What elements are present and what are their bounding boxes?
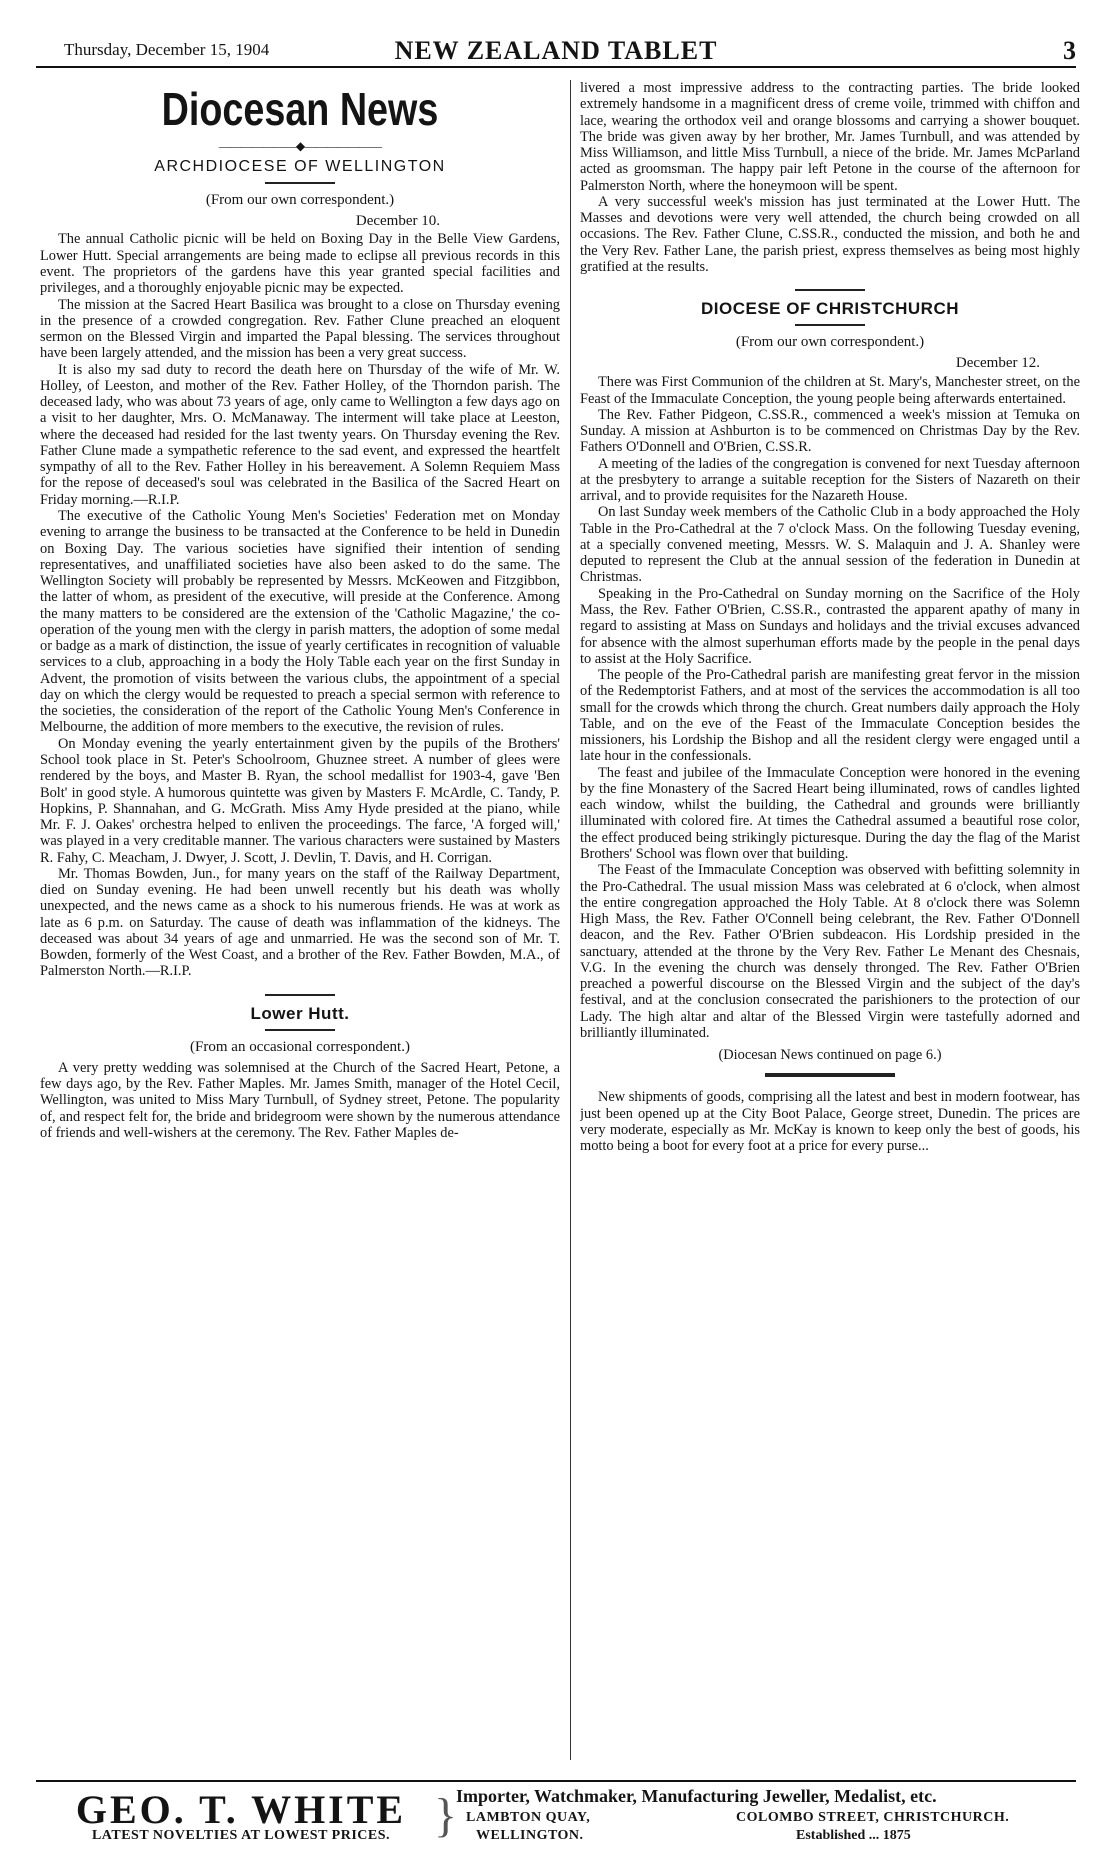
- column-divider: [570, 80, 571, 1760]
- article-paragraph: A meeting of the ladies of the congregation is convened for next Tuesday afternoon at the presbytery to arrange a suitable reception for the Sisters of Nazareth on their arrival, and to provide requisites for the Nazareth House.: [580, 455, 1080, 505]
- short-rule: [265, 1029, 335, 1031]
- section-title: Diocesan News: [161, 83, 439, 135]
- lower-hutt-heading: Lower Hutt.: [250, 1003, 350, 1023]
- article-paragraph: The Rev. Father Pidgeon, C.SS.R., commenced a week's mission at Temuka on Sunday. A mission at Ashburton is to be commenced on Christmas Day by the Rev. Fathers O'Donnell and O'Brien, C.SS.R.: [580, 406, 1080, 456]
- short-rule: [265, 994, 335, 996]
- footer-advertisement: [36, 1780, 1076, 1852]
- article-paragraph: The Feast of the Immaculate Conception was observed with befitting solemnity in the Pro-Cathedral. The usual mission Mass was celebrated at 6 o'clock, when almost the entire congregation approached the Holy Table. At 8 o'clock there was Solemn High Mass, the Rev. Father O'Connell being celebrant, the Rev. Father O'Donnell deacon, and the Rev. Father O'Brien subdeacon. His Lordship presided in the sanctuary, attended at the throne by the Very Rev. Father Le Menant des Chesnais, V.G. In the evening the church was densely thronged. The Rev. Father O'Brien preached a powerful discourse on the Blessed Virgin and the subject of the day's festival, and at the conclusion consecrated the parishioners to the protection of our Lady. The high altar and altar of the Blessed Virgin were tastefully adorned and brilliantly illuminated.: [580, 862, 1080, 1041]
- correspondent-line: (From our own correspondent.): [205, 191, 395, 208]
- article-paragraph: The feast and jubilee of the Immaculate Conception were honored in the evening by the fine Monastery of the Sacred Heart being illuminated, rows of candles lighted each window, whilst the building, the Cathedral and grounds were brilliantly illuminated with colored fire. At times the Cathedral assumed a beautiful rose color, the effect produced being strikingly picturesque. During the day the flag of the Marist Brothers' School was flown over that building.: [580, 764, 1080, 862]
- article-paragraph: The people of the Pro-Cathedral parish are manifesting great fervor in the mission of the Redemptorist Fathers, and at most of the services the accommodation is all too small for the crowds which throng the church. Great numbers daily approach the Holy Table, and on the eve of the Feast of the Immaculate Conception besides the missioners, his Lordship the Bishop and all the resident clergy were engaged until a late hour in the confessionals.: [580, 667, 1080, 765]
- article-paragraph: There was First Communion of the children at St. Mary's, Manchester street, on the Feast of the Immaculate Conception, the young people being afterwards entertained.: [580, 374, 1080, 407]
- advertiser-tagline: LATEST NOVELTIES AT LOWEST PRICES.: [91, 1828, 391, 1843]
- dateline: December 10.: [355, 212, 440, 229]
- short-rule: [795, 289, 865, 291]
- short-rule: [265, 182, 335, 184]
- short-rule: [795, 324, 865, 326]
- address-christchurch: COLOMBO STREET, CHRISTCHURCH.: [736, 1810, 1010, 1825]
- right-column: [580, 80, 1080, 1770]
- left-column: [40, 80, 560, 1770]
- ornament-divider: [40, 140, 560, 154]
- page-number: 3: [1063, 36, 1076, 65]
- article-paragraph: The mission at the Sacred Heart Basilica was brought to a close on Thursday evening in the presence of a crowded congregation. Rev. Father Clune preached an eloquent sermon on the Blessed Virgin and imparted the Papal blessing. The services throughout have been largely attended, and the mission has been a very great success.: [40, 296, 560, 362]
- advertiser-name: GEO. T. WHITE: [75, 1787, 407, 1832]
- continued-note: (Diocesan News continued on page 6.): [718, 1047, 942, 1064]
- address-wellington-city: WELLINGTON.: [476, 1828, 584, 1843]
- article-paragraph: It is also my sad duty to record the death here on Thursday of the wife of Mr. W. Holley, of Leeston, and mother of the Rev. Father Holley, of the Thorndon parish. The deceased lady, who was about 73 years of age, only came to Wellington a few days ago on a visit to her daughter, Mrs. O. McManaway. The interment will take place at Leeston, where the deceased had resided for the last twenty years. On Thursday evening the Rev. Father Clune made a sympathetic reference to the sad event, and expressed the heartfelt sympathy of all to the Rev. Father Holley in his bereavement. A Solemn Requiem Mass for the repose of deceased's soul was celebrated in the Basilica of the Sacred Heart on Friday morning.—R.I.P.: [40, 361, 560, 508]
- article-paragraph: The annual Catholic picnic will be held on Boxing Day in the Belle View Gardens, Lower Hutt. Special arrangements are being made to eclipse all previous records in this event. The proprietors of the gardens have this year granted special facilities and privileges, and a thoroughly enjoyable picnic may be expected.: [40, 231, 560, 297]
- christchurch-heading: DIOCESE OF CHRISTCHURCH: [700, 299, 959, 319]
- established-year: Established ... 1875: [796, 1828, 911, 1843]
- dateline: December 12.: [955, 355, 1040, 372]
- article-paragraph: livered a most impressive address to the contracting parties. The bride looked extremely handsome in a magnificent dress of creme voile, trimmed with chiffon and lace, wearing the orthodox veil and orange blossoms and carrying a shower bouquet. The bride was given away by her brother, Mr. James Turnbull, and was attended by Miss Williamson, and little Miss Turnbull, a niece of the bride. Mr. James McParland acted as groomsman. The happy pair left Petone in the course of the afternoon for Palmerston North, where the honeymoon will be spent.: [580, 80, 1080, 194]
- correspondent-line: (From an occasional correspondent.): [190, 1038, 410, 1055]
- article-paragraph: A very pretty wedding was solemnised at the Church of the Sacred Heart, Petone, a few days ago, by the Rev. Father Maples. Mr. James Smith, manager of the Hotel Cecil, Wellington, was united to Miss Mary Turnbull, of Sydney street, Petone. The popularity of, and respect felt for, the bride and bridegroom were shown by the numerous attendance of friends and well-wishers at the ceremony. The Rev. Father Maples de-: [40, 1059, 560, 1141]
- article-paragraph: On Monday evening the yearly entertainment given by the pupils of the Brothers' School took place in St. Peter's Schoolroom, Ghuznee street. A number of glees were rendered by the boys, and Master B. Ryan, the school medallist for 1903-4, gave 'Ben Bolt' in good style. A humorous quintette was given by Masters F. McArdle, C. Tandy, P. Hopkins, P. Shannahan, and G. McGrath. Miss Amy Hyde presided at the piano, while Mr. F. J. Oakes' orchestra helped to enliven the proceedings. The farce, 'A forged will,' was played in a very creditable manner. The various characters were sustained by Masters R. Fahy, C. Meacham, J. Dwyer, J. Scott, J. Devlin, T. Davis, and H. Corrigan.: [40, 735, 560, 866]
- correspondent-line: (From our own correspondent.): [735, 334, 925, 351]
- brace-ornament: }: [434, 1789, 458, 1842]
- issue-date: Thursday, December 15, 1904: [64, 40, 270, 59]
- advertisement-paragraph: New shipments of goods, comprising all the latest and best in modern footwear, has just been opened up at the City Boot Palace, George street, Dunedin. The prices are very moderate, especially as Mr. McKay is known to keep only the best of goods, his motto being a boot for every foot at a price for every purse...: [580, 1089, 1080, 1155]
- paper-title: NEW ZEALAND TABLET: [394, 36, 718, 65]
- article-paragraph: A very successful week's mission has just terminated at the Lower Hutt. The Masses and devotions were very well attended, the church being crowded on all occasions. The Rev. Father Clune, C.SS.R., conducted the mission, and both he and the Very Rev. Father Lane, the parish priest, express themselves as being most highly gratified at the results.: [580, 193, 1080, 275]
- address-wellington-street: LAMBTON QUAY,: [466, 1810, 591, 1825]
- heavy-rule: [765, 1073, 895, 1077]
- article-paragraph: Speaking in the Pro-Cathedral on Sunday morning on the Sacrifice of the Holy Mass, the Rev. Father O'Brien, C.SS.R., contrasted the apparent apathy of many in regard to assisting at Mass on Sundays and holidays and the trivial excuses advanced for absence with the almost superhuman efforts made by the people in the penal days to assist at the Holy Sacrifice.: [580, 585, 1080, 667]
- article-paragraph: Mr. Thomas Bowden, Jun., for many years on the staff of the Railway Department, died on Sunday evening. He had been unwell recently but his death was wholly unexpected, and the news came as a shock to his numerous friends. He was at work as late as 6 p.m. on Saturday. The cause of death was inflammation of the kidneys. The deceased was about 34 years of age and unmarried. He was the second son of Mr. T. Bowden, formerly of the West Coast, and a brother of the Rev. Father Bowden, M.A., of Palmerston North.—R.I.P.: [40, 865, 560, 980]
- article-paragraph: The executive of the Catholic Young Men's Societies' Federation met on Monday evening to arrange the business to be transacted at the Conference to be held in Dunedin on Boxing Day. The various societies have signified their intention of sending representatives, and unaffiliated societies have also been asked to do the same. The Wellington Society will probably be represented by Messrs. McKeowen and Fitzgibbon, the latter of whom, as president of the executive, will preside at the Conference. Among the many matters to be considered are the extension of the 'Catholic Magazine,' the co-operation of the young men with the clergy in parish matters, the adoption of some medal or badge as a mark of distinction, the issue of yearly certificates in recognition of valuable services to a club, approaching in a body the Holy Table each year on the first Sunday in Advent, the promotion of visits between the various clubs, the appointment of a special day on which the clergy would be requested to preach a special sermon with reference to the societies, the consideration of the report of the Catholic Young Men's Conference in Melbourne, the addition of more members to the executive, the revision of rules.: [40, 507, 560, 736]
- masthead: [36, 36, 1076, 68]
- article-paragraph: On last Sunday week members of the Catholic Club in a body approached the Holy Table in the Pro-Cathedral at the 7 o'clock Mass. On the following Tuesday evening, at a specially convened meeting, Messrs. W. S. Malaquin and J. A. Shanley were deputed to represent the Club at the annual session of the federation in Dunedin at Christmas.: [580, 504, 1080, 586]
- archdiocese-heading: ARCHDIOCESE OF WELLINGTON: [154, 157, 446, 175]
- business-description: Importer, Watchmaker, Manufacturing Jeweller, Medalist, etc.: [456, 1786, 937, 1806]
